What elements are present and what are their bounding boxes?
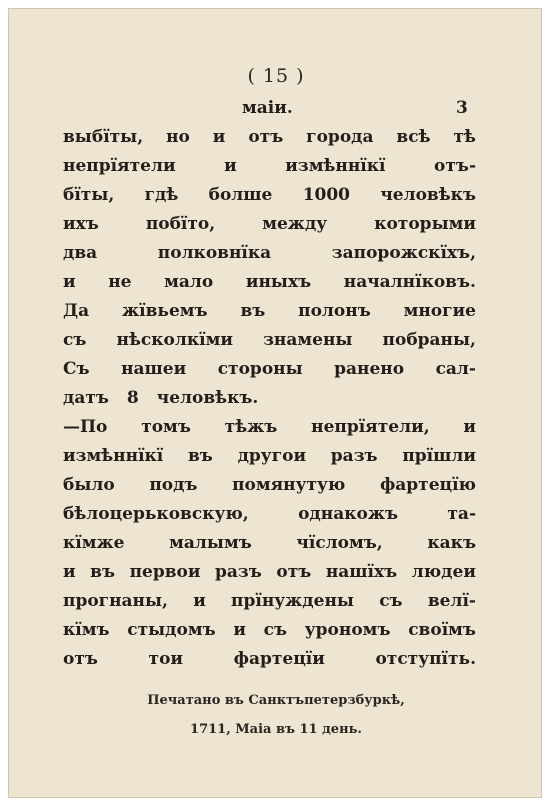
word: въ [90, 562, 116, 582]
word: —По [63, 417, 108, 437]
text-line [63, 471, 476, 500]
word: полковнїка [157, 243, 272, 263]
word: бїты, [63, 185, 115, 205]
word: прогнаны, [63, 591, 168, 611]
word: 1000 [302, 185, 351, 205]
word: съ [63, 330, 87, 350]
signature-mark: 3 [456, 98, 468, 118]
word: фартецїи [233, 649, 325, 669]
word: мало [164, 272, 214, 292]
word: запорожскїхъ, [331, 243, 476, 263]
word: отъ [248, 127, 284, 147]
text-line [63, 326, 476, 355]
word: подъ [149, 475, 198, 495]
word: многие [403, 301, 476, 321]
word: урономъ [304, 620, 391, 640]
word: между [262, 214, 328, 234]
word: датъ [63, 388, 109, 408]
word: въ [188, 446, 213, 466]
text-line [63, 558, 476, 587]
word: жївьемъ [121, 301, 208, 321]
text-line [63, 123, 476, 152]
page-number: ( 15 ) [247, 65, 305, 87]
word: измѣннїкї [285, 156, 386, 176]
text-line [63, 355, 476, 384]
word: отступїть. [375, 649, 476, 669]
word: полонъ [298, 301, 371, 321]
text-line [63, 210, 476, 239]
word: та- [447, 504, 476, 524]
text-line [63, 239, 476, 268]
word: бѣлоцерьковскую, [63, 504, 249, 524]
word: съ [263, 620, 288, 640]
text-line [63, 500, 476, 529]
word: побраны, [382, 330, 476, 350]
word: и [233, 620, 246, 640]
colophon-line-2: 1711, Маiа въ 11 день. [190, 722, 362, 737]
word: тѣжъ [224, 417, 278, 437]
word: знамены [263, 330, 353, 350]
word: въ [240, 301, 266, 321]
text-line [63, 442, 476, 471]
word: началнїковъ. [343, 272, 476, 292]
word: томъ [141, 417, 191, 437]
text-line [63, 587, 476, 616]
month-header: маiи. [242, 98, 293, 118]
word: и [63, 272, 76, 292]
text-line [63, 268, 476, 297]
word: отъ [63, 649, 98, 669]
word: разъ [330, 446, 378, 466]
word: однакожъ [298, 504, 399, 524]
word: прїшли [402, 446, 476, 466]
word: непрїятели [63, 156, 176, 176]
word: всѣ [396, 127, 431, 147]
text-line [63, 616, 476, 645]
word: и [63, 562, 76, 582]
word: фартецїю [379, 475, 476, 495]
word: выбїты, [63, 127, 144, 147]
word: но [166, 127, 190, 147]
book-page [8, 8, 542, 798]
word: своїмъ [408, 620, 476, 640]
word: болше [208, 185, 273, 205]
word: съ [379, 591, 403, 611]
text-line [63, 181, 476, 210]
word: два [63, 243, 98, 263]
word: побїто, [145, 214, 216, 234]
word: Да [63, 301, 90, 321]
word: тои [148, 649, 184, 669]
word: сал- [435, 359, 476, 379]
word: и [212, 127, 226, 147]
text-line [63, 645, 476, 674]
word: отъ- [434, 156, 476, 176]
word: стыдомъ [127, 620, 216, 640]
text-line [63, 529, 476, 558]
word: не [108, 272, 132, 292]
word: непрїятели, [311, 417, 430, 437]
text-line [63, 152, 476, 181]
word: какъ [427, 533, 476, 553]
word: и [224, 156, 237, 176]
word: чїсломъ, [296, 533, 383, 553]
word: помянутую [232, 475, 346, 495]
word: стороны [217, 359, 303, 379]
word: измѣннїкї [63, 446, 164, 466]
word: велї- [427, 591, 476, 611]
body-text [63, 123, 476, 674]
word: и [193, 591, 206, 611]
word: другои [237, 446, 307, 466]
word: человѣкъ [380, 185, 476, 205]
word: и [463, 417, 476, 437]
word: разъ [215, 562, 262, 582]
word: гдѣ [144, 185, 179, 205]
word: ранено [334, 359, 405, 379]
word: прїнуждены [231, 591, 354, 611]
word: 8 [126, 388, 139, 408]
word: нашеи [121, 359, 187, 379]
word: ихъ [63, 214, 99, 234]
text-line [63, 384, 476, 413]
word: нѣсколкїми [116, 330, 233, 350]
word: Съ [63, 359, 90, 379]
word: которыми [374, 214, 476, 234]
word: нашїхъ [325, 562, 398, 582]
word: отъ [276, 562, 312, 582]
word: первои [129, 562, 201, 582]
word: малымъ [169, 533, 252, 553]
word: кїмже [63, 533, 125, 553]
text-line [63, 413, 476, 442]
word: города [306, 127, 374, 147]
colophon-line-1: Печатано въ Санктъпетерзбуркѣ, [147, 693, 405, 708]
text-line [63, 297, 476, 326]
word: было [63, 475, 115, 495]
word: людеи [411, 562, 476, 582]
word: человѣкъ. [156, 388, 259, 408]
word: иныхъ [245, 272, 312, 292]
word: кїмъ [63, 620, 110, 640]
word: тѣ [453, 127, 476, 147]
